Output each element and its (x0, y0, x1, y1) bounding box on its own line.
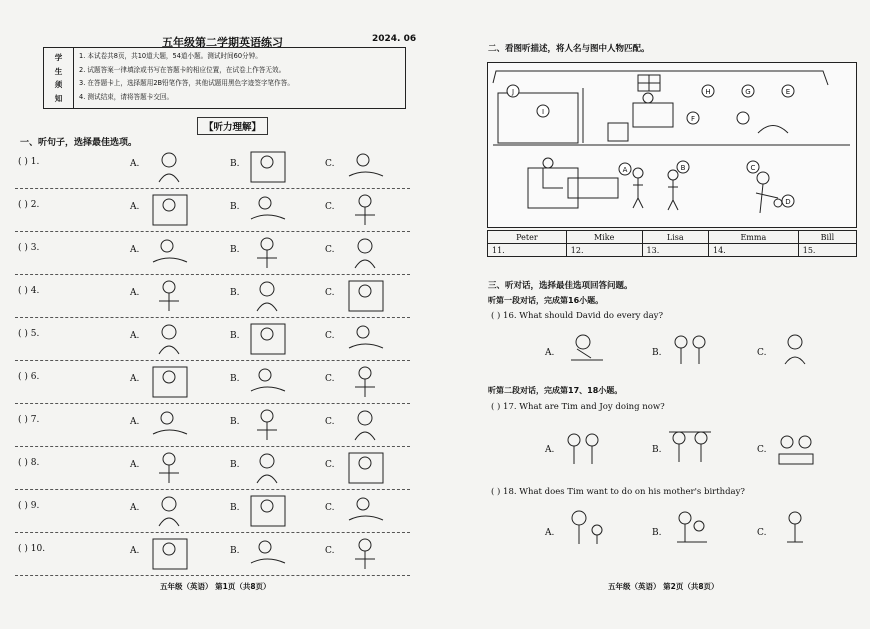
option-a-label[interactable]: A. (130, 159, 140, 169)
question-row (15, 492, 410, 533)
q18-option-a-label[interactable]: A. (545, 528, 555, 538)
option-b-label[interactable]: B. (230, 245, 240, 255)
listening-section-label: 【听力理解】 (197, 117, 268, 135)
q16-option-b-label[interactable]: B. (652, 348, 662, 358)
option-c-label[interactable]: C. (325, 546, 335, 556)
q18-option-c-label[interactable]: C. (757, 528, 767, 538)
question-number[interactable]: ( ) 3. (18, 243, 40, 253)
question-row (15, 320, 410, 361)
svg-text:E: E (785, 88, 791, 96)
option-c-picture (343, 535, 387, 571)
q16-option-c-picture (773, 330, 819, 368)
svg-text:J: J (511, 88, 515, 96)
option-a-label[interactable]: A. (130, 460, 140, 470)
option-b-label[interactable]: B. (230, 374, 240, 384)
option-b-picture (245, 535, 289, 571)
question-row (15, 449, 410, 490)
option-a-label[interactable]: A. (130, 374, 140, 384)
option-b-picture (245, 492, 289, 528)
q18-option-b-label[interactable]: B. (652, 528, 662, 538)
option-a-picture (147, 535, 191, 571)
q17-option-c-picture (773, 430, 819, 468)
option-b-label[interactable]: B. (230, 202, 240, 212)
exam-date: 2024. 06 (372, 34, 417, 44)
option-a-picture (147, 191, 191, 227)
question-number[interactable]: ( ) 6. (18, 372, 40, 382)
svg-text:C: C (750, 164, 756, 172)
name-cell: Emma (708, 231, 798, 244)
dialogue1-instruction: 听第一段对话，完成第16小题。 (488, 296, 604, 305)
page-footer: 五年级（英语） 第2页（共8页） (608, 582, 719, 591)
option-a-picture (147, 234, 191, 270)
question-number[interactable]: ( ) 5. (18, 329, 40, 339)
svg-text:F: F (690, 115, 696, 123)
house-drawing (488, 63, 856, 227)
svg-text:G: G (745, 88, 751, 96)
option-b-picture (245, 148, 289, 184)
svg-text:I: I (541, 108, 545, 116)
option-c-label[interactable]: C. (325, 374, 335, 384)
answer-cell[interactable]: 12. (566, 244, 642, 257)
option-b-label[interactable]: B. (230, 417, 240, 427)
notice-line: 3. 在答题卡上，选择题用2B铅笔作答，其他试题用黑色字迹签字笔作答。 (79, 79, 294, 87)
family-scene-illustration (487, 62, 857, 228)
option-c-picture (343, 191, 387, 227)
option-a-picture (147, 492, 191, 528)
q17-option-a-picture (560, 430, 606, 468)
answer-cell[interactable]: 15. (798, 244, 856, 257)
dialogue2-instruction: 听第二段对话，完成第17、18小题。 (488, 386, 623, 395)
option-a-label[interactable]: A. (130, 245, 140, 255)
notice-body (74, 48, 405, 108)
option-a-label[interactable]: A. (130, 546, 140, 556)
name-cell: Peter (488, 231, 567, 244)
q17-option-b-label[interactable]: B. (652, 445, 662, 455)
notice-line: 4. 测试结束，请将答题卡交回。 (79, 92, 174, 101)
option-b-picture (245, 320, 289, 356)
option-b-label[interactable]: B. (230, 288, 240, 298)
svg-text:B: B (680, 164, 686, 172)
q16-option-b-picture (667, 330, 713, 368)
question-row (15, 191, 410, 232)
name-cell: Lisa (642, 231, 708, 244)
question-number[interactable]: ( ) 7. (18, 415, 40, 425)
option-c-label[interactable]: C. (325, 417, 335, 427)
q18-option-c-picture (773, 508, 819, 546)
option-c-picture (343, 363, 387, 399)
question-number[interactable]: ( ) 10. (18, 544, 46, 554)
question-row (15, 535, 410, 576)
notice-header-char: 知 (54, 93, 63, 103)
right-page (435, 0, 870, 629)
option-c-picture (343, 492, 387, 528)
question-number[interactable]: ( ) 1. (18, 157, 40, 167)
notice-header-char: 学 (54, 53, 63, 62)
option-a-picture (147, 363, 191, 399)
section3-heading: 三、听对话，选择最佳选项回答问题。 (488, 281, 633, 291)
option-a-label[interactable]: A. (130, 202, 140, 212)
notice-line: 2. 试题答案一律填涂或书写在答题卡的相应位置，在试卷上作答无效。 (79, 65, 286, 74)
notice-header (44, 48, 74, 108)
answer-cell[interactable]: 14. (708, 244, 798, 257)
option-b-label[interactable]: B. (230, 546, 240, 556)
option-b-picture (245, 234, 289, 270)
name-match-table (487, 230, 857, 257)
name-cell: Bill (798, 231, 856, 244)
option-c-picture (343, 406, 387, 442)
option-b-picture (245, 277, 289, 313)
option-b-picture (245, 406, 289, 442)
option-c-label[interactable]: C. (325, 202, 335, 212)
question-row (15, 277, 410, 318)
option-c-picture (343, 449, 387, 485)
section2-heading: 二、看图听描述，将人名与图中人物匹配。 (488, 44, 650, 54)
option-a-label[interactable]: A. (130, 503, 140, 513)
question-number[interactable]: ( ) 2. (18, 200, 40, 210)
option-a-label[interactable]: A. (130, 288, 140, 298)
question-18: ( ) 18. What does Tim want to do on his mother's birthday? (491, 487, 745, 497)
option-c-label[interactable]: C. (325, 460, 335, 470)
q16-option-c-label[interactable]: C. (757, 348, 767, 358)
option-b-picture (245, 363, 289, 399)
option-b-label[interactable]: B. (230, 331, 240, 341)
option-a-label[interactable]: A. (130, 417, 140, 427)
notice-header-char: 生 (54, 66, 63, 76)
notice-header-char: 须 (54, 80, 63, 89)
svg-text:D: D (785, 198, 791, 206)
option-c-picture (343, 148, 387, 184)
q18-option-b-picture (667, 508, 713, 546)
option-a-label[interactable]: A. (130, 331, 140, 341)
option-c-picture (343, 320, 387, 356)
answer-cell[interactable]: 13. (642, 244, 708, 257)
option-b-picture (245, 191, 289, 227)
option-b-label[interactable]: B. (230, 159, 240, 169)
question-row (15, 363, 410, 404)
option-c-label[interactable]: C. (325, 288, 335, 298)
option-b-label[interactable]: B. (230, 460, 240, 470)
question-number[interactable]: ( ) 9. (18, 501, 40, 511)
option-a-picture (147, 148, 191, 184)
option-c-label[interactable]: C. (325, 331, 335, 341)
q16-option-a-picture (563, 330, 609, 368)
option-c-label[interactable]: C. (325, 245, 335, 255)
option-a-picture (147, 406, 191, 442)
option-a-picture (147, 277, 191, 313)
q16-option-a-label[interactable]: A. (545, 348, 555, 358)
option-a-picture (147, 320, 191, 356)
q17-option-b-picture (667, 428, 713, 466)
q17-option-c-label[interactable]: C. (757, 445, 767, 455)
svg-text:A: A (622, 166, 628, 174)
page-footer: 五年级（英语） 第1页（共8页） (160, 582, 271, 591)
question-17: ( ) 17. What are Tim and Joy doing now? (491, 402, 665, 412)
exam-title: 五年级第二学期英语练习 (162, 36, 283, 49)
option-c-picture (343, 234, 387, 270)
question-row (15, 148, 410, 189)
svg-text:H: H (705, 88, 711, 96)
answer-cell[interactable]: 11. (488, 244, 567, 257)
option-b-picture (245, 449, 289, 485)
option-b-label[interactable]: B. (230, 503, 240, 513)
option-c-picture (343, 277, 387, 313)
option-c-label[interactable]: C. (325, 503, 335, 513)
question-number[interactable]: ( ) 8. (18, 458, 40, 468)
question-row (15, 406, 410, 447)
option-a-picture (147, 449, 191, 485)
question-16: ( ) 16. What should David do every day? (491, 311, 664, 321)
section1-heading: 一、听句子，选择最佳选项。 (20, 138, 138, 148)
question-row (15, 234, 410, 275)
notice-box (43, 47, 406, 109)
q18-option-a-picture (563, 508, 609, 546)
name-cell: Mike (566, 231, 642, 244)
notice-line: 1. 本试卷共8页，共10道大题，54道小题。测试时间60分钟。 (79, 52, 262, 60)
option-c-label[interactable]: C. (325, 159, 335, 169)
question-number[interactable]: ( ) 4. (18, 286, 40, 296)
q17-option-a-label[interactable]: A. (545, 445, 555, 455)
